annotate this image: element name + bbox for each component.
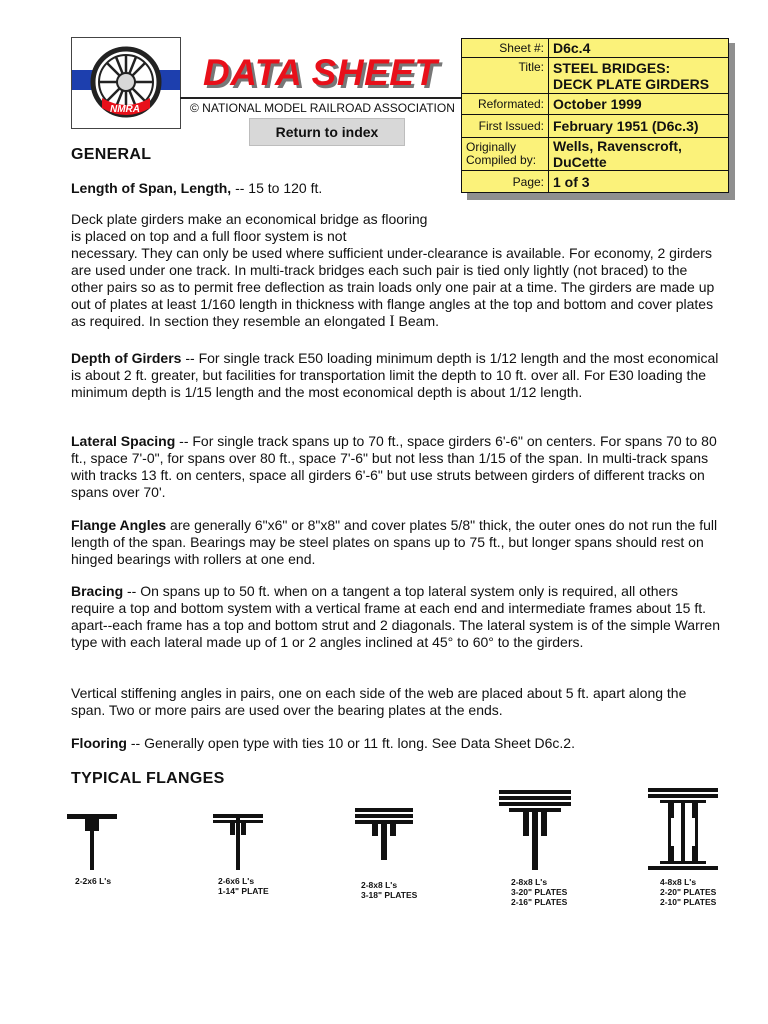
bracing-label: Bracing [71, 583, 124, 599]
depth-paragraph [71, 350, 723, 401]
first-issued-value: February 1951 (D6c.3) [549, 115, 729, 138]
compiled-value-line1: Wells, Ravenscroft, [553, 138, 682, 154]
stiffening-paragraph [71, 685, 723, 719]
depth-text: -- For single track E50 loading minimum depth is 1/12 length and the most economical is about 2 ft. greater, but facilities for transportation limit the depth to 10 ft. over all. For E30 loading the minimum depth is 1/15 length and the most economical depth is about 1/12 length. [71, 350, 719, 400]
intro-text-top: Deck plate girders make an economical bridge as flooring is placed on top and a full floor system is not [71, 211, 428, 244]
bracing-paragraph [71, 583, 723, 651]
lateral-spacing-text: -- For single track spans up to 70 ft., space girders 6'-6" on centers. For spans 70 to 80 ft., space 7'-0", for spans over 80 ft., space 7'-6" but not less than 1/15 of the span. In multi-track spans with tracks 13 ft. on centers, space all girders 6'-6" but use struts between girders of different tracks on spans over 70'. [71, 433, 717, 500]
logo-text: NMRA [110, 104, 140, 115]
flange-angles-label: Flange Angles [71, 517, 167, 533]
flange-diagram-2 [213, 814, 263, 870]
flange-angles-paragraph [71, 517, 723, 568]
sheet-info-table [461, 38, 729, 193]
compiled-by-value [549, 138, 729, 171]
flange-caption-5: 4-8x8 L's 2-20" PLATES 2-10" PLATES [660, 877, 717, 907]
intro-paragraph [71, 245, 723, 330]
flange-caption-3: 2-8x8 L's 3-18" PLATES [361, 880, 418, 900]
general-heading: GENERAL [71, 146, 152, 163]
copyright-org: © NATIONAL MODEL RAILROAD ASSOCIATION [190, 101, 455, 115]
flange-diagram-1 [67, 814, 117, 870]
bracing-text: -- On spans up to 50 ft. when on a tangent a top lateral system only is required, all others require a top and bottom system with a vertical frame at each end and intermediate frames about 15 ft. apart--each frame has a top and bottom strut and 2 diagonals. The lateral system is of the simple Warren type with each lateral made up of 1 or 2 angles inclined at 45° to 60° to the girders. [71, 583, 720, 650]
page-label: Page: [462, 171, 549, 193]
typical-flanges-heading: TYPICAL FLANGES [71, 770, 225, 787]
flooring-text: -- Generally open type with ties 10 or 11 ft. long. See Data Sheet D6c.2. [127, 735, 575, 751]
compiled-label-line2: Compiled by: [466, 153, 537, 167]
flooring-paragraph [71, 735, 723, 752]
compiled-value-line2: DuCette [553, 154, 607, 170]
compiled-by-label [462, 138, 549, 171]
lateral-spacing-label: Lateral Spacing [71, 433, 176, 449]
reformatted-label: Reformated: [462, 94, 549, 115]
page-value: 1 of 3 [549, 171, 729, 193]
depth-label: Depth of Girders [71, 350, 182, 366]
intro-end: Beam. [394, 313, 439, 329]
flange-caption-2: 2-6x6 L's 1-14" PLATE [218, 876, 269, 896]
title-divider [180, 97, 462, 99]
nmra-logo [71, 37, 181, 129]
span-length-paragraph [71, 180, 723, 197]
title-label: Title: [462, 58, 549, 94]
title-value [549, 58, 729, 94]
return-to-index-button[interactable]: Return to index [249, 118, 405, 146]
compiled-label-line1: Originally [466, 140, 517, 154]
sheet-number-value: D6c.4 [549, 39, 729, 58]
title-value-line1: STEEL BRIDGES: [553, 59, 671, 76]
title-value-line2: DECK PLATE GIRDERS [553, 75, 710, 92]
first-issued-label: First Issued: [462, 115, 549, 138]
typical-flanges-diagram [63, 790, 743, 920]
lateral-spacing-paragraph [71, 433, 723, 501]
beam-letter: I [389, 313, 395, 330]
flange-diagram-4 [499, 790, 571, 870]
flange-angles-text: are generally 6"x6" or 8"x8" and cover plates 5/8" thick, the outer ones do not run the full length of the span. Bearings may be steel plates on spans up to 75 ft., but longer spans should rest on hinged bearings with rollers at one end. [71, 517, 718, 567]
flange-caption-4: 2-8x8 L's 3-20" PLATES 2-16" PLATES [511, 877, 568, 907]
span-length-text: -- 15 to 120 ft. [231, 180, 323, 196]
data-sheet-title: DATA SHEET [203, 52, 438, 93]
stiffening-text: Vertical stiffening angles in pairs, one on each side of the web are placed about 5 ft. apart along the span. Two or more pairs are used over the bearing plates at the ends. [71, 685, 687, 718]
flooring-label: Flooring [71, 735, 127, 751]
intro-paragraph-top [71, 211, 431, 245]
flange-caption-1: 2-2x6 L's [75, 876, 112, 886]
reformatted-value: October 1999 [549, 94, 729, 115]
flange-diagram-5 [648, 788, 718, 874]
span-length-label: Length of Span, Length, [71, 180, 232, 196]
flange-diagram-3 [355, 808, 413, 860]
intro-text: necessary. They can only be used where sufficient under-clearance is available. For economy, 2 girders are used under one track. In multi-track bridges each such pair is tied only lightly (not braced) to the other pairs so as to permit free deflection as train loads only one pair at a time. The girders are made up out of plates at least 1/160 length in thickness with flange angles at the top and bottom and cover plates as required. In section they resemble an elongated [71, 245, 715, 329]
sheet-number-label: Sheet #: [462, 39, 549, 58]
